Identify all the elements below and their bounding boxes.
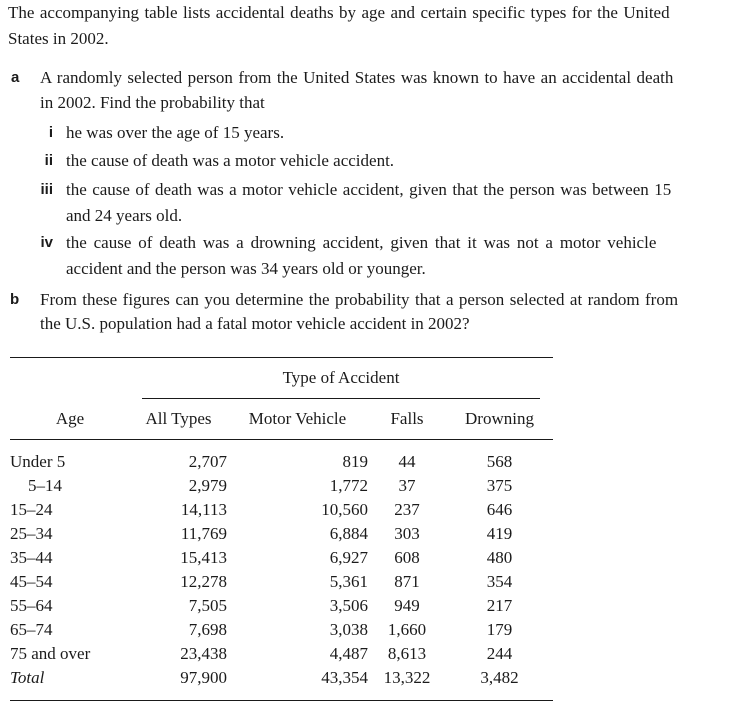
value-cell: 3,038 [329, 620, 368, 639]
table-row [10, 474, 553, 498]
value-cell: 11,769 [180, 524, 227, 543]
span-header-cell [130, 358, 553, 400]
part-a-label: a [11, 69, 20, 86]
value-cell: 949 [394, 596, 420, 615]
value-cell: 37 [398, 476, 416, 495]
value-cell: 12,278 [180, 572, 227, 591]
value-cell: 6,927 [329, 548, 368, 567]
value-cell: 7,698 [188, 620, 227, 639]
table-row [10, 618, 553, 642]
table-row [10, 570, 553, 594]
value-cell: 14,113 [180, 500, 227, 519]
table-body [10, 440, 553, 701]
table-span-header-row [10, 358, 553, 400]
table-row [10, 498, 553, 522]
item-ii-text: the cause of death was a motor vehicle accident. [66, 151, 395, 170]
value-cell: 419 [486, 524, 513, 543]
value-cell: 244 [486, 644, 513, 663]
value-cell: 3,506 [329, 596, 368, 615]
value-cell: 217 [486, 596, 513, 615]
age-cell: 25–34 [10, 524, 53, 543]
value-cell: 15,413 [180, 548, 227, 567]
intro-line-2: States in 2002. [8, 29, 109, 48]
value-cell: 480 [486, 548, 513, 567]
value-cell: 7,505 [188, 596, 227, 615]
intro-line-1: The accompanying table lists accidental deaths by age and certain specific types for the United [8, 3, 670, 22]
column-header-motor-vehicle: Motor Vehicle [227, 399, 368, 440]
item-ii-label: ii [44, 152, 53, 169]
table-row [10, 642, 553, 666]
value-cell: 2,979 [188, 476, 227, 495]
part-b-line-2: the U.S. population had a fatal motor vehicle accident in 2002? [40, 314, 470, 333]
column-header-falls: Falls [368, 399, 446, 440]
value-cell: 43,354 [321, 668, 368, 687]
value-cell: 179 [486, 620, 513, 639]
item-iv-text-line-2: accident and the person was 34 years old or younger. [66, 259, 426, 278]
part-a-line-2: in 2002. Find the probability that [40, 93, 265, 112]
value-cell: 5,361 [329, 572, 368, 591]
age-cell: 5–14 [28, 476, 62, 495]
age-cell: 65–74 [10, 620, 53, 639]
span-header-spacer [10, 358, 130, 400]
table-column-header-row [10, 399, 553, 440]
age-cell: 45–54 [10, 572, 53, 591]
table-row [10, 666, 553, 701]
value-cell: 44 [398, 452, 416, 471]
item-i-label: i [48, 124, 53, 141]
value-cell: 3,482 [480, 668, 519, 687]
item-iv-label: iv [40, 234, 53, 251]
age-cell: 55–64 [10, 596, 53, 615]
part-b-label: b [10, 291, 20, 308]
table-row [10, 546, 553, 570]
value-cell: 646 [486, 500, 513, 519]
item-iv-text-line-1: the cause of death was a drowning accident, given that it was not a motor vehicle [66, 233, 657, 252]
span-header-text: Type of Accident [142, 358, 540, 399]
table-row [10, 440, 553, 475]
age-cell: 15–24 [10, 500, 53, 519]
value-cell: 8,613 [387, 644, 427, 663]
value-cell: 4,487 [329, 644, 368, 663]
column-header-all-types: All Types [130, 399, 227, 440]
age-cell: Total [10, 668, 45, 687]
table-row [10, 594, 553, 618]
value-cell: 354 [486, 572, 513, 591]
age-cell: Under 5 [10, 452, 66, 471]
part-b-line-1: From these figures can you determine the probability that a person selected at random from [40, 290, 679, 309]
value-cell: 13,322 [383, 668, 431, 687]
value-cell: 23,438 [180, 644, 227, 663]
item-iii-label: iii [40, 181, 53, 198]
value-cell: 237 [394, 500, 420, 519]
item-i-text: he was over the age of 15 years. [66, 123, 285, 142]
age-cell: 35–44 [10, 548, 53, 567]
age-cell: 75 and over [10, 644, 91, 663]
value-cell: 375 [486, 476, 513, 495]
column-header-drowning: Drowning [446, 399, 553, 440]
accidental-deaths-table [10, 357, 553, 701]
value-cell: 608 [394, 548, 420, 567]
value-cell: 1,772 [329, 476, 368, 495]
table-row [10, 522, 553, 546]
value-cell: 819 [342, 452, 368, 471]
value-cell: 97,900 [180, 668, 227, 687]
part-a-line-1: A randomly selected person from the United States was known to have an accidental death [40, 68, 674, 87]
value-cell: 1,660 [387, 620, 427, 639]
item-iii-text-line-1: the cause of death was a motor vehicle accident, given that the person was between 15 [66, 180, 672, 199]
item-iii-text-line-2: and 24 years old. [66, 206, 183, 225]
value-cell: 303 [394, 524, 420, 543]
column-header-age: Age [10, 399, 130, 440]
value-cell: 568 [486, 452, 513, 471]
value-cell: 6,884 [329, 524, 368, 543]
value-cell: 871 [394, 572, 420, 591]
value-cell: 2,707 [188, 452, 227, 471]
value-cell: 10,560 [321, 500, 368, 519]
